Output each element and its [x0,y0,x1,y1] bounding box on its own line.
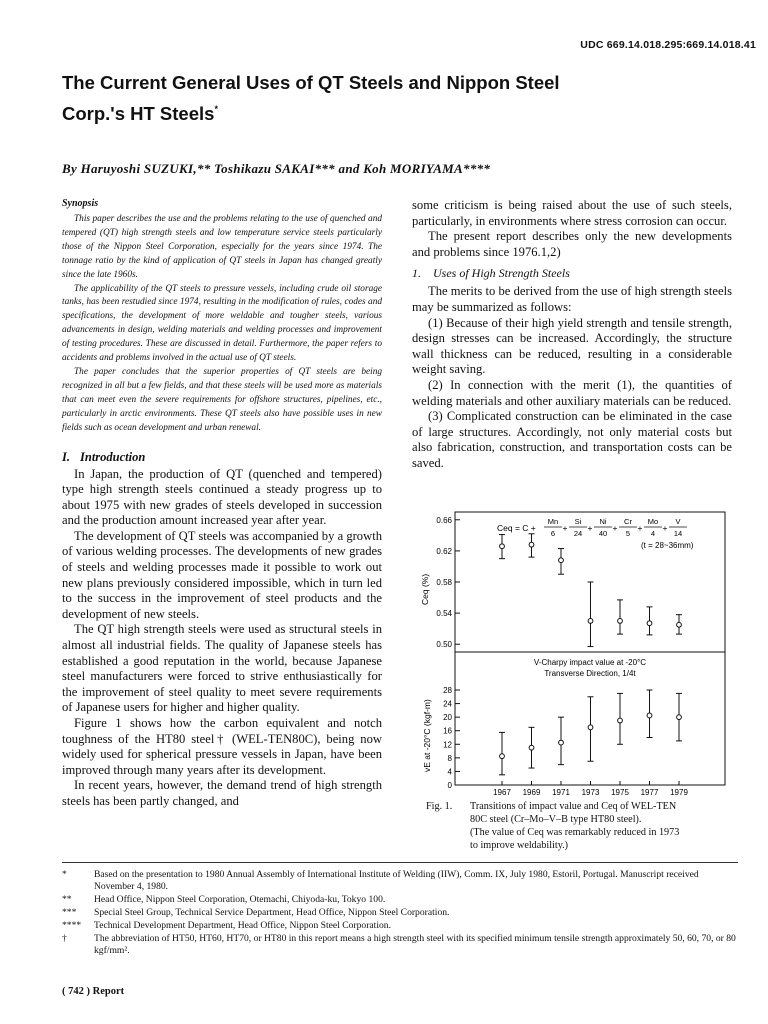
caption-text: Transitions of impact value and Ceq of WEL-TEN [470,801,677,812]
y-tick-label: 4 [447,767,452,777]
body-paragraph: (1) Because of their high yield strength and tensile strength, design stresses can be increased. Accordingly, the structure wall thickness can be reduced, resulting in a considerable weight saving. [412,315,732,377]
footnote [62,933,738,957]
footnote-text: Based on the presentation to 1980 Annual Assembly of International Institute of Welding (IIW), Comm. IX, July 1980, Estoril, Portugal. Manuscript received November 4, 1980. [94,869,699,892]
body-paragraph: (2) In connection with the merit (1), the quantities of welding materials and other auxiliary materials can be reduced. [412,377,732,408]
x-tick-label: 1975 [611,788,629,797]
formula-denominator: 4 [650,529,656,538]
data-point [529,542,534,547]
body-paragraph: The merits to be derived from the use of high strength steels may be summarized as follows: [412,284,732,314]
footnote-mark: † [62,933,67,944]
footnote-text: The abbreviation of HT50, HT60, HT70, or HT80 in this report means a high strength steel with its specified minimum tensile strength approximately 50, 60, 70, or 80 kgf/mm². [94,933,736,956]
formula-lhs: Ceq = C + [497,523,536,533]
intro-paragraph: In Japan, the production of QT (quenched and tempered) type high strength steels continued a steady progress up to about 1975 with new grades of steels developed in succession and the production amount increased year after year. [62,466,382,528]
top-y-axis [436,516,460,649]
y-tick-label: 8 [447,753,452,763]
synopsis-paragraph: This paper describes the use and the problems relating to the use of quenched and tempered (QT) high strength steels and low temperature service steels particularly those of the Nippon Steel Corporation, especially for the years since 1974. The tonnage ratio by the kind of application of QT steels in Japan has changed greatly since the late 1960s. [62,214,382,280]
data-point [500,754,505,759]
title-footnote-mark: * [214,104,218,114]
data-point [618,618,623,623]
x-tick-label: 1969 [522,788,541,797]
formula-plus: + [562,523,568,533]
figure-1-chart [412,503,742,798]
left-column [62,198,382,810]
y-tick-label: 12 [443,740,452,750]
formula-plus: + [662,523,668,533]
thickness-note: (t = 28~36mm) [641,541,694,550]
x-tick-label: 1967 [493,788,511,797]
data-point [559,740,564,745]
formula-numerator: Si [574,517,582,526]
top-y-label: Ceq (%) [420,573,430,605]
udc-code: UDC 669.14.018.295:669.14.018.41 [580,39,756,51]
formula-plus: + [587,523,593,533]
x-tick-label: 1973 [581,788,600,797]
formula-plus: + [612,523,618,533]
footnote-text: Head Office, Nippon Steel Corporation, Otemachi, Chiyoda-ku, Tokyo 100. [94,894,386,905]
intro-body [62,467,382,810]
body-paragraph: (3) Complicated construction can be eliminated in the case of large structures. Accordingly, not only material costs but also fabrication, construction, and transportation costs can be saved. [412,409,732,470]
footnote-mark: ** [62,894,72,905]
bottom-y-label: vE at -20°C (kgf-m) [422,699,432,772]
figure-caption [426,800,736,852]
section-1-number: 1. [412,266,421,281]
paper-title [62,70,622,127]
body-paragraph: some criticism is being raised about the use of such steels, particularly, in environments where stress corrosion can occur. [412,198,732,228]
figure-1 [412,503,742,803]
data-point [588,725,593,730]
formula-plus: + [637,523,643,533]
formula-numerator: V [675,517,681,526]
formula-denominator: 5 [625,529,631,538]
caption-line: to improve weldability.) [470,840,569,851]
formula-numerator: Cr [624,517,632,526]
y-tick-label: 24 [443,699,452,709]
synopsis [62,198,382,436]
data-point [559,558,564,563]
formula-denominator: 40 [598,529,608,538]
footnote-mark: * [62,869,67,880]
intro-paragraph: The development of QT steels was accompanied by a growth of various welding processes. The developments of new grades of steels and welding processes made it possible to work out new plans previously considered impossible, which in turn led to the success in the improvement of steel products and the development of new steels. [62,528,382,621]
footnotes [62,862,738,958]
body-paragraph: The present report describes only the new developments and problems since 1976.1,2) [412,229,732,259]
authors: By Haruyoshi SUZUKI,** Toshikazu SAKAI*** and Koh MORIYAMA**** [62,161,491,176]
intro-paragraph: In recent years, however, the demand trend of high strength steels has been partly changed, and [62,778,382,808]
caption-label: Fig. 1. [426,801,453,812]
formula-numerator: Mo [647,517,659,526]
x-tick-label: 1979 [670,788,688,797]
y-tick-label: 20 [443,713,452,723]
footnote-mark: *** [62,907,77,918]
y-tick-label: 0.54 [436,609,452,619]
bottom-data-marks [499,690,682,775]
intro-title: Introduction [80,449,146,464]
data-point [588,618,593,623]
x-axis [493,781,688,797]
formula-denominator: 6 [550,529,556,538]
intro-number: I. [62,449,70,464]
y-tick-label: 0.66 [436,515,452,525]
synopsis-heading: Synopsis [62,198,99,209]
footnote-text: Special Steel Group, Technical Service Department, Head Office, Nippon Steel Corporation. [94,907,450,918]
caption-line: (The value of Ceq was remarkably reduced in 1973 [470,827,680,838]
x-tick-label: 1971 [552,788,570,797]
y-tick-label: 28 [443,686,452,695]
y-tick-label: 0.62 [436,546,452,556]
section-1-heading [412,266,732,281]
formula-numerator: Mn [547,517,559,526]
y-tick-label: 0.50 [436,640,452,650]
section-1-title: Uses of High Strength Steels [433,266,570,281]
right-column [412,198,732,472]
page-footer: ( 742 ) Report [62,986,125,997]
title-text: The Current General Uses of QT Steels and Nippon Steel Corp.'s HT Steels [62,72,560,124]
footnote [62,869,738,893]
synopsis-paragraph: The paper concludes that the superior properties of QT steels are being recognized in all but a few fields, and that these steels will be used more as materials that can meet even the severe requirements for offshore structures, pipelines, etc., particularly in arctic environments. These QT steels also have possible uses in new fields such as ocean development and urban renewal. [62,366,382,433]
formula-denominator: 14 [673,529,683,538]
data-point [677,715,682,720]
intro-paragraph: The QT high strength steels were used as structural steels in almost all industrial fields. The quality of Japanese steels has established a good reputation in the world, because Japanese steel manufacturers were forced to strive enthusiastically for the improvement of steel quality to meet severe requirements of Japanese users for higher and higher quality. [62,622,382,715]
footnote [62,907,738,919]
intro-paragraph: Figure 1 shows how the carbon equivalent and notch toughness of the HT80 steel† (WEL-TEN80C), being now widely used for spherical pressure vessels in Japan, have been improved through many years after its development. [62,716,382,777]
data-point [647,713,652,718]
intro-heading [62,450,382,465]
bottom-panel-title-1: V-Charpy impact value at -20°C [533,658,647,667]
footnote [62,894,738,906]
data-point [618,718,623,723]
footnote [62,920,738,932]
top-data-marks [499,534,682,647]
formula-numerator: Ni [599,517,607,526]
synopsis-paragraph: The applicability of the QT steels to pressure vessels, including crude oil storage tanks, has been restudied since 1974, resulting in the modification of rules, codes and specifications, the development of more weldable and tougher steels, various advancements in design, welding materials and welding processes and improvement of testing procedures. These are discussed in detail. Furthermore, the paper refers to accidents and problems involved in the actual use of QT steels. [62,283,382,364]
y-tick-label: 0 [447,781,452,790]
ceq-formula [497,517,687,538]
bottom-panel-title-2: Transverse Direction, 1/4t [544,669,636,678]
bottom-y-axis [443,686,460,790]
data-point [529,745,534,750]
caption-line: 80C steel (Cr–Mo–V–B type HT80 steel). [470,814,642,825]
y-tick-label: 16 [443,726,452,736]
footnote-mark: **** [62,920,82,931]
data-point [500,544,505,549]
data-point [677,622,682,627]
data-point [647,621,652,626]
caption-line [426,800,736,813]
formula-denominator: 24 [573,529,583,538]
footnote-text: Technical Development Department, Head Office, Nippon Steel Corporation. [94,920,391,931]
x-tick-label: 1977 [640,788,659,797]
y-tick-label: 0.58 [436,578,452,587]
